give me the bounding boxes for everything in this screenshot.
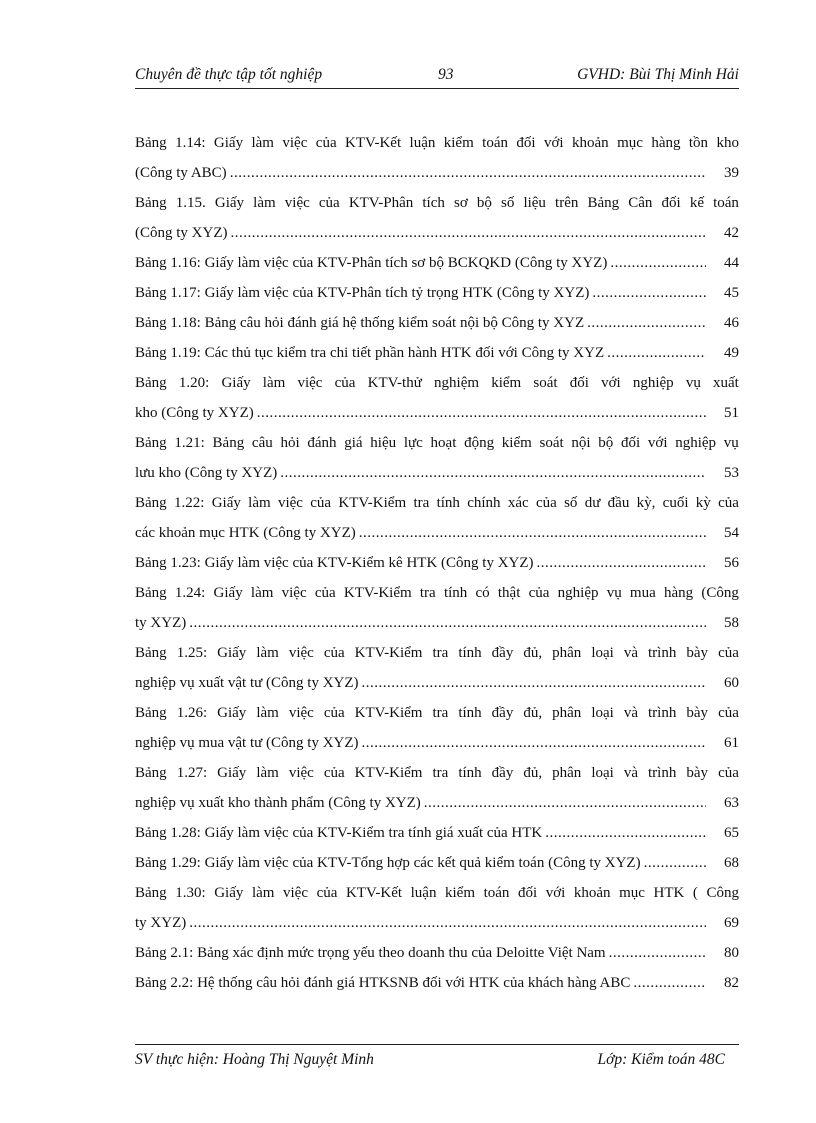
toc-entry[interactable] bbox=[135, 248, 739, 278]
footer-student: SV thực hiện: Hoàng Thị Nguyệt Minh bbox=[135, 1051, 374, 1068]
toc-entry-page: 54 bbox=[724, 525, 739, 541]
dot-leader bbox=[537, 548, 706, 578]
toc-entry-page: 60 bbox=[724, 675, 739, 691]
toc-entry[interactable] bbox=[135, 488, 739, 548]
toc-entry[interactable] bbox=[135, 758, 739, 818]
toc-entry-page: 53 bbox=[724, 465, 739, 481]
dot-leader bbox=[545, 818, 706, 848]
toc-entry-title-cont: ty XYZ) bbox=[135, 915, 187, 931]
toc-entry-title-cont: nghiệp vụ xuất vật tư (Công ty XYZ) bbox=[135, 675, 359, 691]
toc-entry-page: 65 bbox=[724, 825, 739, 841]
toc-entry-page: 80 bbox=[724, 945, 739, 961]
dot-leader bbox=[607, 338, 706, 368]
toc-entry-title: Bảng 2.1: Bảng xác định mức trọng yếu theo doanh thu của Deloitte Việt Nam bbox=[135, 945, 606, 961]
toc-entry-title-cont: (Công ty XYZ) bbox=[135, 225, 228, 241]
toc-entry-page: 58 bbox=[724, 615, 739, 631]
toc-entry-title: Bảng 1.26: Giấy làm việc của KTV-Kiểm tra tính đầy đủ, phân loại và trình bày của bbox=[135, 705, 739, 721]
page-header bbox=[135, 62, 739, 89]
toc-entry[interactable] bbox=[135, 548, 739, 578]
toc-entry-title-cont: nghiệp vụ mua vật tư (Công ty XYZ) bbox=[135, 735, 359, 751]
toc-entry-page: 44 bbox=[724, 255, 739, 271]
toc-entry[interactable] bbox=[135, 638, 739, 698]
toc-entry-page: 56 bbox=[724, 555, 739, 571]
toc-entry-page: 68 bbox=[724, 855, 739, 871]
toc-entry[interactable] bbox=[135, 578, 739, 638]
toc-entry-page: 51 bbox=[724, 405, 739, 421]
toc-entry-title: Bảng 1.24: Giấy làm việc của KTV-Kiểm tra tính có thật của nghiệp vụ mua hàng (Công bbox=[135, 585, 739, 601]
footer-class: Lớp: Kiểm toán 48C bbox=[597, 1051, 725, 1068]
toc-entry-page: 39 bbox=[724, 165, 739, 181]
toc-entry-title: Bảng 1.17: Giấy làm việc của KTV-Phân tích tỷ trọng HTK (Công ty XYZ) bbox=[135, 285, 590, 301]
toc-entry[interactable] bbox=[135, 818, 739, 848]
toc-entry-page: 69 bbox=[724, 915, 739, 931]
toc-entry[interactable] bbox=[135, 308, 739, 338]
toc-entry-title: Bảng 1.30: Giấy làm việc của KTV-Kết luận kiểm toán đối với khoản mục HTK ( Công bbox=[135, 885, 739, 901]
dot-leader bbox=[359, 518, 706, 548]
toc-entry-title: Bảng 1.22: Giấy làm việc của KTV-Kiểm tra tính chính xác của số dư đầu kỳ, cuối kỳ của bbox=[135, 495, 739, 511]
toc-entry-title-cont: nghiệp vụ xuất kho thành phẩm (Công ty XYZ) bbox=[135, 795, 421, 811]
dot-leader bbox=[189, 908, 706, 938]
toc-entry-page: 49 bbox=[724, 345, 739, 361]
toc-entry-page: 63 bbox=[724, 795, 739, 811]
toc-entry-page: 46 bbox=[724, 315, 739, 331]
toc-entry[interactable] bbox=[135, 338, 739, 368]
toc-entry-title-cont: các khoản mục HTK (Công ty XYZ) bbox=[135, 525, 356, 541]
toc-entry[interactable] bbox=[135, 128, 739, 188]
toc-entry[interactable] bbox=[135, 848, 739, 878]
toc-entry[interactable] bbox=[135, 368, 739, 428]
header-advisor: GVHD: Bùi Thị Minh Hải bbox=[577, 66, 739, 83]
toc-entry-title: Bảng 2.2: Hệ thống câu hỏi đánh giá HTKSNB đối với HTK của khách hàng ABC bbox=[135, 975, 631, 991]
header-page-number: 93 bbox=[438, 66, 454, 83]
toc-entry-title-cont: ty XYZ) bbox=[135, 615, 187, 631]
toc-entry-title: Bảng 1.19: Các thủ tục kiểm tra chi tiết phần hành HTK đối với Công ty XYZ bbox=[135, 345, 605, 361]
toc-entry-title: Bảng 1.29: Giấy làm việc của KTV-Tổng hợp các kết quả kiểm toán (Công ty XYZ) bbox=[135, 855, 641, 871]
toc-entry-title: Bảng 1.28: Giấy làm việc của KTV-Kiểm tra tính giá xuất của HTK bbox=[135, 825, 543, 841]
toc-entry-page: 42 bbox=[724, 225, 739, 241]
toc-entry-title: Bảng 1.21: Bảng câu hỏi đánh giá hiệu lực hoạt động kiểm soát nội bộ đối với nghiệp vụ bbox=[135, 435, 739, 451]
toc-entry-title: Bảng 1.25: Giấy làm việc của KTV-Kiểm tra tính đầy đủ, phân loại và trình bày của bbox=[135, 645, 739, 661]
toc-entry-title: Bảng 1.23: Giấy làm việc của KTV-Kiểm kê HTK (Công ty XYZ) bbox=[135, 555, 534, 571]
dot-leader bbox=[280, 458, 706, 488]
dot-leader bbox=[644, 848, 706, 878]
toc-entry-page: 61 bbox=[724, 735, 739, 751]
toc-entry-title-cont: kho (Công ty XYZ) bbox=[135, 405, 254, 421]
table-of-tables bbox=[135, 128, 739, 998]
dot-leader bbox=[230, 158, 706, 188]
toc-entry-title: Bảng 1.15. Giấy làm việc của KTV-Phân tích sơ bộ số liệu trên Bảng Cân đối kế toán bbox=[135, 195, 739, 211]
dot-leader bbox=[424, 788, 706, 818]
page-footer bbox=[135, 1044, 739, 1071]
toc-entry-page: 82 bbox=[724, 975, 739, 991]
toc-entry-title-cont: lưu kho (Công ty XYZ) bbox=[135, 465, 278, 481]
toc-entry-page: 45 bbox=[724, 285, 739, 301]
toc-entry[interactable] bbox=[135, 188, 739, 248]
toc-entry-title: Bảng 1.14: Giấy làm việc của KTV-Kết luận kiểm toán đối với khoản mục hàng tồn kho bbox=[135, 135, 739, 151]
dot-leader bbox=[592, 278, 706, 308]
dot-leader bbox=[610, 248, 706, 278]
toc-entry-title-cont: (Công ty ABC) bbox=[135, 165, 227, 181]
toc-entry[interactable] bbox=[135, 698, 739, 758]
toc-entry[interactable] bbox=[135, 428, 739, 488]
dot-leader bbox=[231, 218, 707, 248]
toc-entry-title: Bảng 1.16: Giấy làm việc của KTV-Phân tích sơ bộ BCKQKD (Công ty XYZ) bbox=[135, 255, 608, 271]
dot-leader bbox=[609, 938, 706, 968]
toc-entry[interactable] bbox=[135, 878, 739, 938]
toc-entry[interactable] bbox=[135, 938, 739, 968]
dot-leader bbox=[362, 728, 706, 758]
toc-entry[interactable] bbox=[135, 968, 739, 998]
toc-entry-title: Bảng 1.20: Giấy làm việc của KTV-thử nghiệm kiểm soát đối với nghiệp vụ xuất bbox=[135, 375, 739, 391]
toc-entry-title: Bảng 1.18: Bảng câu hỏi đánh giá hệ thống kiểm soát nội bộ Công ty XYZ bbox=[135, 315, 585, 331]
dot-leader bbox=[633, 968, 706, 998]
toc-entry-title: Bảng 1.27: Giấy làm việc của KTV-Kiểm tra tính đầy đủ, phân loại và trình bày của bbox=[135, 765, 739, 781]
header-title: Chuyên đề thực tập tốt nghiệp bbox=[135, 66, 323, 83]
dot-leader bbox=[587, 308, 706, 338]
dot-leader bbox=[362, 668, 706, 698]
dot-leader bbox=[189, 608, 706, 638]
toc-entry[interactable] bbox=[135, 278, 739, 308]
dot-leader bbox=[257, 398, 706, 428]
